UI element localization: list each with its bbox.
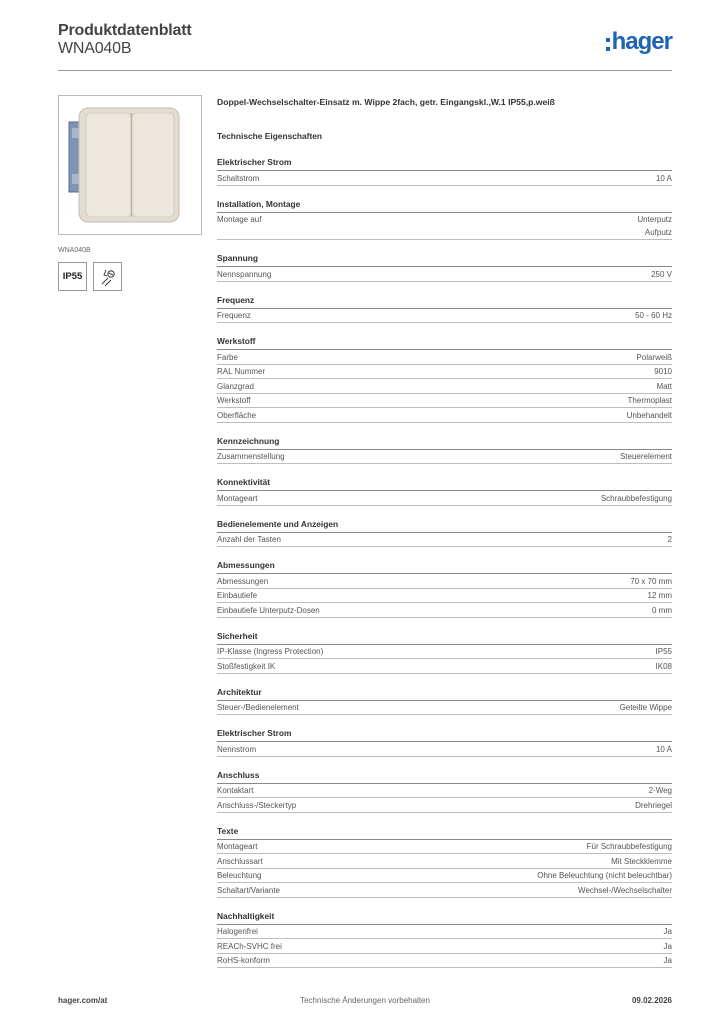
spec-value: 12 mm bbox=[647, 591, 672, 600]
spec-value: Für Schraubbefestigung bbox=[586, 842, 672, 851]
spec-row bbox=[217, 589, 672, 604]
spec-label: Glanzgrad bbox=[217, 381, 254, 391]
spec-value: Wechsel-/Wechselschalter bbox=[578, 885, 672, 895]
spec-label: Abmessungen bbox=[217, 576, 269, 586]
page-header bbox=[58, 20, 672, 71]
spec-value: 250 V bbox=[651, 269, 672, 279]
spec-label: Stoßfestigkeit IK bbox=[217, 661, 276, 671]
spec-value: Mit Steckklemme bbox=[611, 856, 672, 866]
spec-label: Anzahl der Tasten bbox=[217, 535, 281, 544]
spec-value: Ohne Beleuchtung (nicht beleuchtbar) bbox=[537, 871, 672, 880]
section-title: Abmessungen bbox=[217, 558, 672, 574]
section-title: Konnektivität bbox=[217, 475, 672, 491]
section-title: Elektrischer Strom bbox=[217, 726, 672, 742]
spec-value: Thermoplast bbox=[627, 396, 672, 405]
spec-row bbox=[217, 533, 672, 548]
spec-label: Zusammenstellung bbox=[217, 452, 285, 461]
section-title: Sicherheit bbox=[217, 629, 672, 645]
spec-label: Montageart bbox=[217, 493, 258, 503]
spec-row bbox=[217, 394, 672, 409]
spec-value: IK08 bbox=[655, 661, 672, 671]
spec-row bbox=[217, 379, 672, 394]
product-description: Doppel-Wechselschalter-Einsatz m. Wippe 2fach, getr. Eingangskl.,W.1 IP55,p.weiß bbox=[217, 97, 555, 107]
spec-value: 10 A bbox=[655, 744, 672, 754]
spec-row bbox=[217, 954, 672, 969]
spec-label: Einbautiefe Unterputz-Dosen bbox=[217, 605, 320, 615]
spec-label: Schaltstrom bbox=[217, 173, 260, 183]
spec-row bbox=[217, 171, 672, 186]
section-title: Kennzeichnung bbox=[217, 434, 672, 450]
spec-value: Polarweiß bbox=[636, 352, 672, 362]
spec-row bbox=[217, 742, 672, 757]
spec-label: Farbe bbox=[217, 352, 238, 362]
spec-value: 2 bbox=[667, 535, 672, 544]
spec-label: Schaltart/Variante bbox=[217, 885, 280, 895]
logo-text: hager bbox=[611, 28, 672, 55]
spec-value: Matt bbox=[656, 381, 672, 391]
spec-label: RAL Nummer bbox=[217, 367, 266, 376]
spec-value: Steuerelement bbox=[619, 452, 672, 461]
specification-table bbox=[217, 95, 672, 968]
spec-label: Nennstrom bbox=[217, 744, 257, 754]
spec-row bbox=[217, 925, 672, 940]
spec-label: Einbautiefe bbox=[217, 591, 258, 600]
section-title: Spannung bbox=[217, 251, 672, 267]
spec-row bbox=[217, 939, 672, 954]
spec-value: 9010 bbox=[654, 367, 672, 376]
spec-row bbox=[217, 574, 672, 589]
spec-row bbox=[217, 213, 672, 241]
section-title: Elektrischer Strom bbox=[217, 155, 672, 171]
article-number: WNA040B bbox=[58, 40, 132, 57]
section-title: Werkstoff bbox=[217, 334, 672, 350]
spec-label: Anschlussart bbox=[217, 856, 263, 866]
switch-product-icon bbox=[59, 96, 201, 234]
section-title: Anschluss bbox=[217, 768, 672, 784]
spec-label: Kontaktart bbox=[217, 786, 254, 795]
section-title: Installation, Montage bbox=[217, 197, 672, 213]
logo-colon-icon bbox=[606, 38, 610, 51]
spec-label: Anschluss-/Steckertyp bbox=[217, 800, 297, 810]
spec-row bbox=[217, 645, 672, 660]
spec-value: 50 - 60 Hz bbox=[635, 311, 672, 320]
ip55-label: IP55 bbox=[62, 271, 83, 282]
spec-value: 70 x 70 mm bbox=[630, 576, 672, 586]
spec-row bbox=[217, 869, 672, 884]
spec-row bbox=[217, 701, 672, 716]
product-panel bbox=[58, 95, 202, 291]
spec-row bbox=[217, 450, 672, 465]
spec-value: IP55 bbox=[655, 647, 672, 656]
spec-label: Werkstoff bbox=[217, 396, 251, 405]
document-title: Produktdatenblatt bbox=[58, 22, 192, 39]
spec-label: Steuer-/Bedienelement bbox=[217, 703, 299, 712]
spec-value: Drehriegel bbox=[635, 800, 672, 810]
spec-row bbox=[217, 408, 672, 423]
spec-row bbox=[217, 365, 672, 380]
spec-value: 2-Weg bbox=[648, 786, 672, 795]
spec-value: 10 A bbox=[655, 173, 672, 183]
spec-value: Ja bbox=[663, 927, 672, 936]
spec-row bbox=[217, 784, 672, 799]
feature-badges bbox=[58, 262, 202, 291]
footer-website-link[interactable]: hager.com/at bbox=[58, 996, 108, 1005]
spec-value: Geteilte Wippe bbox=[619, 703, 672, 712]
spec-row bbox=[217, 840, 672, 855]
section-title: Nachhaltigkeit bbox=[217, 909, 672, 925]
spec-label: Frequenz bbox=[217, 311, 251, 320]
section-title: Texte bbox=[217, 824, 672, 840]
spec-value: Unterputz Aufputz bbox=[637, 215, 672, 237]
spec-value: Ja bbox=[663, 956, 672, 965]
spec-label: Nennspannung bbox=[217, 269, 272, 279]
spec-label: Oberfläche bbox=[217, 410, 257, 420]
ip55-badge bbox=[58, 262, 87, 291]
spec-label: REACh-SVHC frei bbox=[217, 941, 282, 951]
spec-label: Montage auf bbox=[217, 215, 262, 224]
spec-row bbox=[217, 350, 672, 365]
section-title: Frequenz bbox=[217, 293, 672, 309]
spec-row bbox=[217, 798, 672, 813]
spec-value: Ja bbox=[663, 941, 672, 951]
image-caption: WNA040B bbox=[58, 247, 91, 254]
spec-label: Beleuchtung bbox=[217, 871, 262, 880]
spec-label: Montageart bbox=[217, 842, 258, 851]
spec-row bbox=[217, 883, 672, 898]
screw-terminal-icon bbox=[93, 262, 122, 291]
spec-row bbox=[217, 854, 672, 869]
spec-label: IP-Klasse (Ingress Protection) bbox=[217, 647, 324, 656]
footer-disclaimer: Technische Änderungen vorbehalten bbox=[300, 996, 430, 1005]
hager-logo[interactable] bbox=[606, 28, 672, 56]
spec-row bbox=[217, 267, 672, 282]
product-image bbox=[58, 95, 202, 235]
footer-date: 09.02.2026 bbox=[631, 996, 672, 1005]
spec-row bbox=[217, 603, 672, 618]
spec-label: RoHS-konform bbox=[217, 956, 270, 965]
spec-value: Unbehandelt bbox=[626, 410, 672, 420]
spec-value: Schraubbefestigung bbox=[600, 493, 672, 503]
spec-row bbox=[217, 659, 672, 674]
spec-row bbox=[217, 309, 672, 324]
spec-value: 0 mm bbox=[652, 605, 672, 615]
spec-label: Halogenfrei bbox=[217, 927, 258, 936]
technical-properties-heading: Technische Eigenschaften bbox=[217, 131, 323, 141]
spec-row bbox=[217, 491, 672, 506]
section-title: Bedienelemente und Anzeigen bbox=[217, 517, 672, 533]
section-title: Architektur bbox=[217, 685, 672, 701]
